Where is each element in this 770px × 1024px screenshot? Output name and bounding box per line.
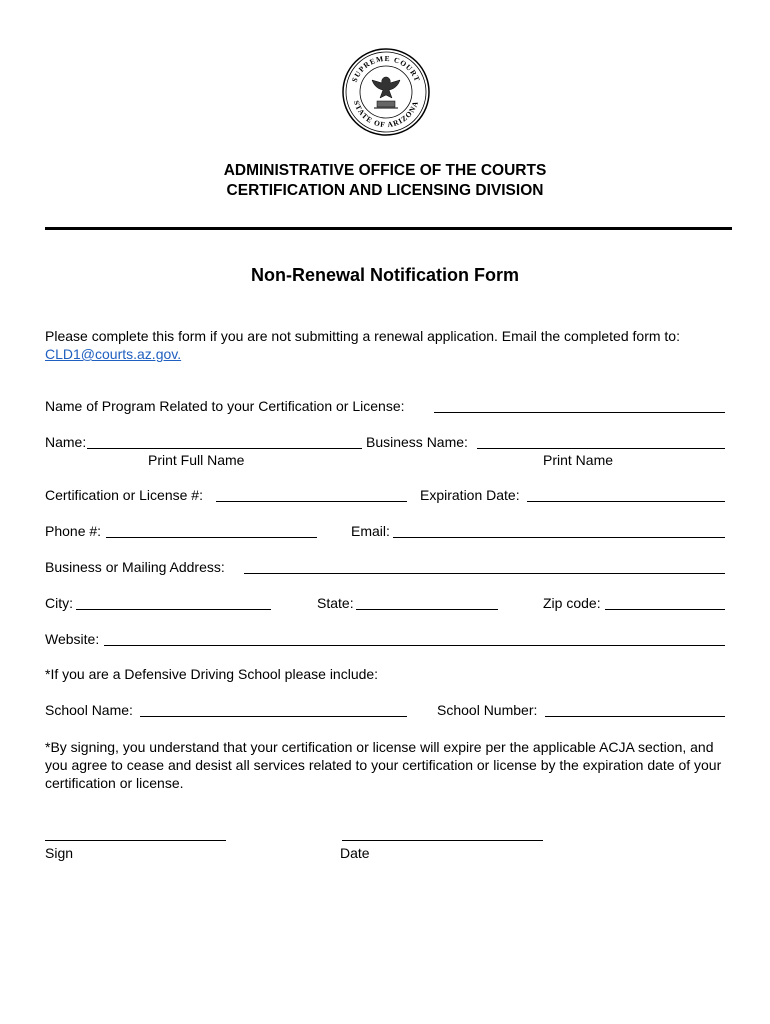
program-field[interactable] — [434, 412, 725, 413]
address-label: Business or Mailing Address: — [45, 559, 225, 575]
arizona-supreme-court-seal — [341, 47, 431, 137]
name-field[interactable] — [87, 448, 362, 449]
state-label: State: — [317, 595, 354, 611]
seal-text-top: SUPREME COURT — [349, 53, 423, 84]
date-line[interactable] — [342, 840, 543, 841]
intro-text: Please complete this form if you are not submitting a renewal application. Email the completed form to: — [45, 328, 680, 344]
zip-label: Zip code: — [543, 595, 601, 611]
website-field[interactable] — [104, 645, 725, 646]
cert-number-label: Certification or License #: — [45, 487, 203, 503]
email-label: Email: — [351, 523, 390, 539]
sign-label: Sign — [45, 845, 74, 861]
city-label: City: — [45, 595, 73, 611]
business-name-field[interactable] — [477, 448, 725, 449]
header-divider — [45, 227, 732, 230]
signing-disclaimer: *By signing, you understand that your certification or license will expire per the applicable ACJA section, and you agree to cease and desist all services related to your certification or license by the expiration date of your certification or license. — [45, 739, 722, 791]
website-label: Website: — [45, 631, 100, 647]
intro-paragraph — [45, 327, 735, 363]
city-field[interactable] — [76, 609, 271, 610]
school-number-label: School Number: — [437, 702, 538, 718]
phone-field[interactable] — [106, 537, 317, 538]
email-link[interactable]: CLD1@courts.az.gov. — [45, 346, 182, 362]
program-label: Name of Program Related to your Certification or License: — [45, 398, 405, 414]
dds-note: *If you are a Defensive Driving School please include: — [45, 666, 379, 682]
state-field[interactable] — [356, 609, 498, 610]
school-number-field[interactable] — [545, 716, 725, 717]
school-name-field[interactable] — [140, 716, 407, 717]
phone-label: Phone #: — [45, 523, 102, 539]
expiration-label: Expiration Date: — [420, 487, 520, 503]
zip-field[interactable] — [605, 609, 725, 610]
form-title: Non-Renewal Notification Form — [250, 265, 519, 285]
name-hint: Print Full Name — [148, 452, 245, 468]
business-name-hint: Print Name — [543, 452, 614, 468]
seal-text-bottom: STATE OF ARIZONA — [351, 99, 421, 130]
email-field[interactable] — [393, 537, 725, 538]
org-name-line-2: CERTIFICATION AND LICENSING DIVISION — [226, 182, 544, 199]
address-field[interactable] — [244, 573, 725, 574]
org-name-line-1: ADMINISTRATIVE OFFICE OF THE COURTS — [223, 162, 547, 179]
business-name-label: Business Name: — [366, 434, 468, 450]
signature-line[interactable] — [45, 840, 226, 841]
cert-number-field[interactable] — [216, 501, 407, 502]
date-label: Date — [340, 845, 370, 861]
name-label: Name: — [45, 434, 87, 450]
school-name-label: School Name: — [45, 702, 133, 718]
expiration-field[interactable] — [527, 501, 725, 502]
